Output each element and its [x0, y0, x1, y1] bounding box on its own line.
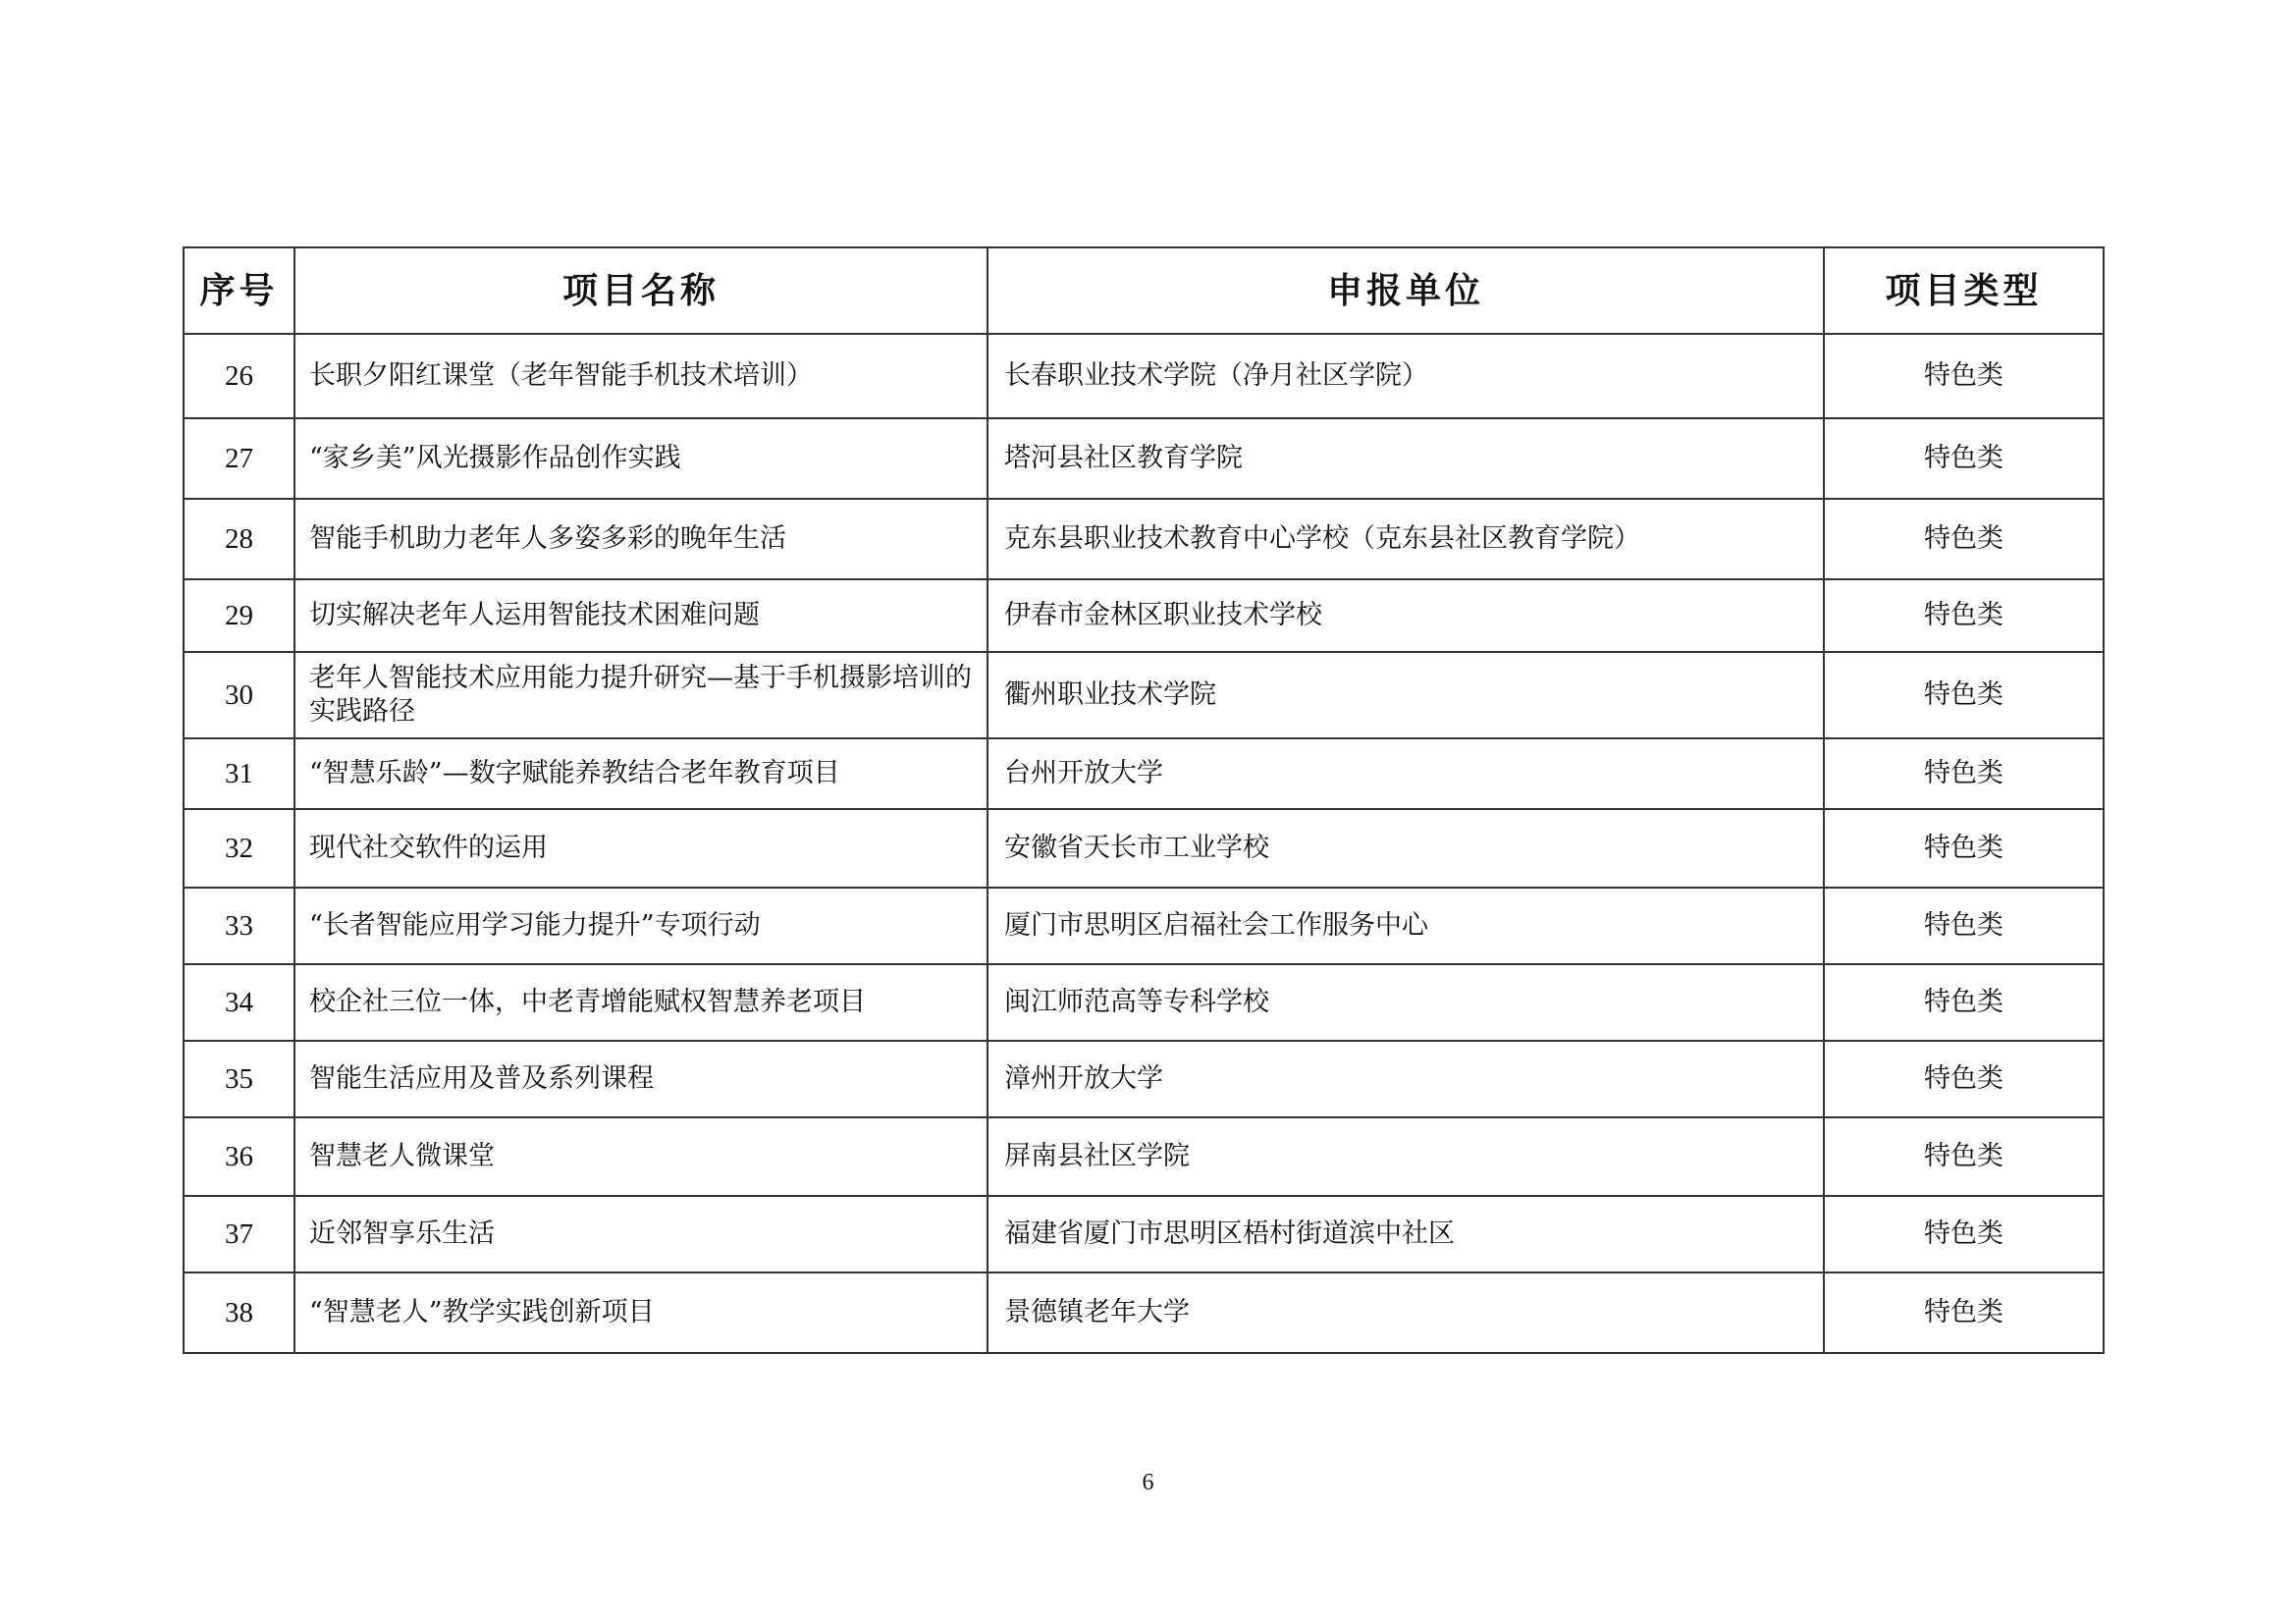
row-project-type: 特色类: [1824, 499, 2104, 579]
row-applicant-unit: 景德镇老年大学: [988, 1272, 1824, 1353]
row-project-name: “智慧乐龄”—数字赋能养教结合老年教育项目: [294, 738, 988, 809]
table-row: [184, 809, 2104, 888]
row-project-type: 特色类: [1824, 738, 2104, 809]
row-applicant-unit: 漳州开放大学: [988, 1041, 1824, 1117]
row-number: 38: [184, 1272, 294, 1353]
row-project-name: 智慧老人微课堂: [294, 1117, 988, 1196]
row-number: 28: [184, 499, 294, 579]
table-row: [184, 1117, 2104, 1196]
table-row: [184, 334, 2104, 418]
row-project-name: 现代社交软件的运用: [294, 809, 988, 888]
table-row: [184, 1272, 2104, 1353]
table-row: [184, 579, 2104, 652]
row-applicant-unit: 克东县职业技术教育中心学校（克东县社区教育学院）: [988, 499, 1824, 579]
row-number: 37: [184, 1196, 294, 1272]
table-row: [184, 1196, 2104, 1272]
row-project-type: 特色类: [1824, 964, 2104, 1041]
row-project-type: 特色类: [1824, 1272, 2104, 1353]
header-project-type: 项目类型: [1824, 247, 2104, 334]
row-project-name: 智能手机助力老年人多姿多彩的晚年生活: [294, 499, 988, 579]
header-number: 序号: [184, 247, 294, 334]
row-project-type: 特色类: [1824, 1117, 2104, 1196]
row-applicant-unit: 闽江师范高等专科学校: [988, 964, 1824, 1041]
row-number: 30: [184, 652, 294, 738]
row-applicant-unit: 衢州职业技术学院: [988, 652, 1824, 738]
table-row: [184, 499, 2104, 579]
table-row: [184, 652, 2104, 738]
row-number: 27: [184, 418, 294, 499]
project-table: [183, 246, 2105, 1354]
row-number: 34: [184, 964, 294, 1041]
header-project-name: 项目名称: [294, 247, 988, 334]
table-row: [184, 964, 2104, 1041]
row-project-name: “家乡美”风光摄影作品创作实践: [294, 418, 988, 499]
row-applicant-unit: 台州开放大学: [988, 738, 1824, 809]
row-project-name: “长者智能应用学习能力提升”专项行动: [294, 888, 988, 964]
row-project-type: 特色类: [1824, 888, 2104, 964]
row-project-type: 特色类: [1824, 809, 2104, 888]
row-applicant-unit: 塔河县社区教育学院: [988, 418, 1824, 499]
row-project-type: 特色类: [1824, 334, 2104, 418]
row-applicant-unit: 屏南县社区学院: [988, 1117, 1824, 1196]
row-project-name: 智能生活应用及普及系列课程: [294, 1041, 988, 1117]
row-number: 35: [184, 1041, 294, 1117]
row-project-name: 老年人智能技术应用能力提升研究—基于手机摄影培训的实践路径: [294, 652, 988, 738]
row-applicant-unit: 厦门市思明区启福社会工作服务中心: [988, 888, 1824, 964]
row-applicant-unit: 福建省厦门市思明区梧村街道滨中社区: [988, 1196, 1824, 1272]
row-number: 26: [184, 334, 294, 418]
row-project-name: 切实解决老年人运用智能技术困难问题: [294, 579, 988, 652]
row-number: 31: [184, 738, 294, 809]
table-header-row: [184, 247, 2104, 334]
row-project-name: “智慧老人”教学实践创新项目: [294, 1272, 988, 1353]
row-project-name: 近邻智享乐生活: [294, 1196, 988, 1272]
row-applicant-unit: 安徽省天长市工业学校: [988, 809, 1824, 888]
table-row: [184, 1041, 2104, 1117]
row-applicant-unit: 长春职业技术学院（净月社区学院）: [988, 334, 1824, 418]
row-project-type: 特色类: [1824, 579, 2104, 652]
row-project-name: 校企社三位一体，中老青增能赋权智慧养老项目: [294, 964, 988, 1041]
row-project-name: 长职夕阳红课堂（老年智能手机技术培训）: [294, 334, 988, 418]
table-row: [184, 418, 2104, 499]
row-applicant-unit: 伊春市金林区职业技术学校: [988, 579, 1824, 652]
row-project-type: 特色类: [1824, 1041, 2104, 1117]
page-number: 6: [1142, 1470, 1154, 1495]
row-number: 29: [184, 579, 294, 652]
table-row: [184, 888, 2104, 964]
table-row: [184, 738, 2104, 809]
row-project-type: 特色类: [1824, 1196, 2104, 1272]
row-project-type: 特色类: [1824, 652, 2104, 738]
row-project-type: 特色类: [1824, 418, 2104, 499]
header-applicant-unit: 申报单位: [988, 247, 1824, 334]
row-number: 36: [184, 1117, 294, 1196]
row-number: 32: [184, 809, 294, 888]
row-number: 33: [184, 888, 294, 964]
